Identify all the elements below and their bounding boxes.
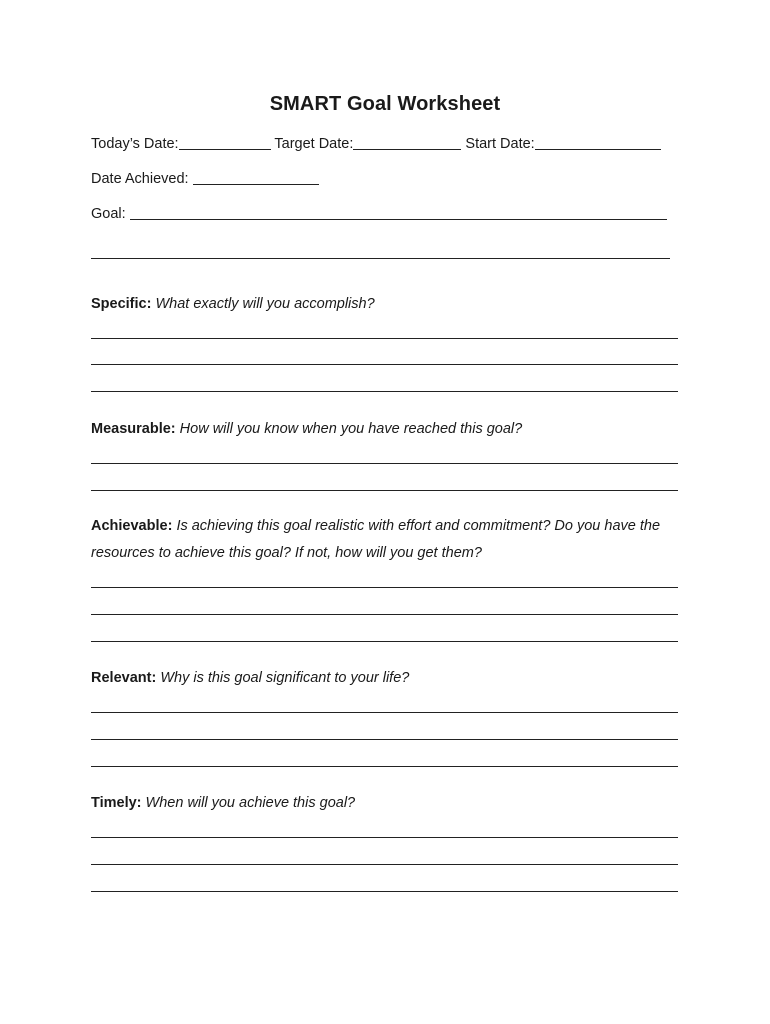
achievable-line-2[interactable] [91, 614, 678, 615]
goal-field[interactable] [130, 218, 667, 220]
goal-line-2[interactable] [91, 258, 670, 259]
todays-date-label: Today’s Date: [91, 136, 179, 152]
timely-section [91, 790, 691, 817]
target-date-label: Target Date: [274, 136, 354, 152]
measurable-line-1[interactable] [91, 463, 678, 464]
measurable-label: Measurable: [91, 421, 176, 437]
goal-label: Goal: [91, 206, 126, 222]
timely-prompt: When will you achieve this goal? [145, 795, 356, 811]
relevant-line-2[interactable] [91, 739, 678, 740]
measurable-section [91, 416, 691, 443]
measurable-line-2[interactable] [91, 490, 678, 491]
relevant-section [91, 665, 691, 692]
dates-row [91, 136, 661, 152]
timely-label: Timely: [91, 795, 142, 811]
relevant-label: Relevant: [91, 670, 157, 686]
achievable-label: Achievable: [91, 518, 173, 534]
start-date-label: Start Date: [465, 136, 535, 152]
goal-row [91, 206, 667, 222]
todays-date-field[interactable] [179, 148, 271, 150]
date-achieved-label: Date Achieved: [91, 171, 189, 187]
specific-prompt: What exactly will you accomplish? [155, 296, 375, 312]
achievable-prompt: Is achieving this goal realistic with effort and commitment? Do you have the resources to achieve this goal? If not, how will you get them? [91, 518, 661, 561]
relevant-line-3[interactable] [91, 766, 678, 767]
specific-label: Specific: [91, 296, 152, 312]
target-date-field[interactable] [353, 148, 461, 150]
timely-line-3[interactable] [91, 891, 678, 892]
relevant-line-1[interactable] [91, 712, 678, 713]
timely-line-1[interactable] [91, 837, 678, 838]
achievable-line-3[interactable] [91, 641, 678, 642]
specific-line-2[interactable] [91, 364, 678, 365]
achievable-line-1[interactable] [91, 587, 678, 588]
date-achieved-field[interactable] [193, 183, 319, 185]
measurable-prompt: How will you know when you have reached this goal? [179, 421, 523, 437]
specific-section [91, 291, 691, 318]
page-title: SMART Goal Worksheet [269, 93, 501, 115]
timely-line-2[interactable] [91, 864, 678, 865]
specific-line-1[interactable] [91, 338, 678, 339]
specific-line-3[interactable] [91, 391, 678, 392]
achievable-section [91, 513, 691, 567]
relevant-prompt: Why is this goal significant to your life? [160, 670, 410, 686]
date-achieved-row [91, 171, 319, 187]
start-date-field[interactable] [535, 148, 661, 150]
